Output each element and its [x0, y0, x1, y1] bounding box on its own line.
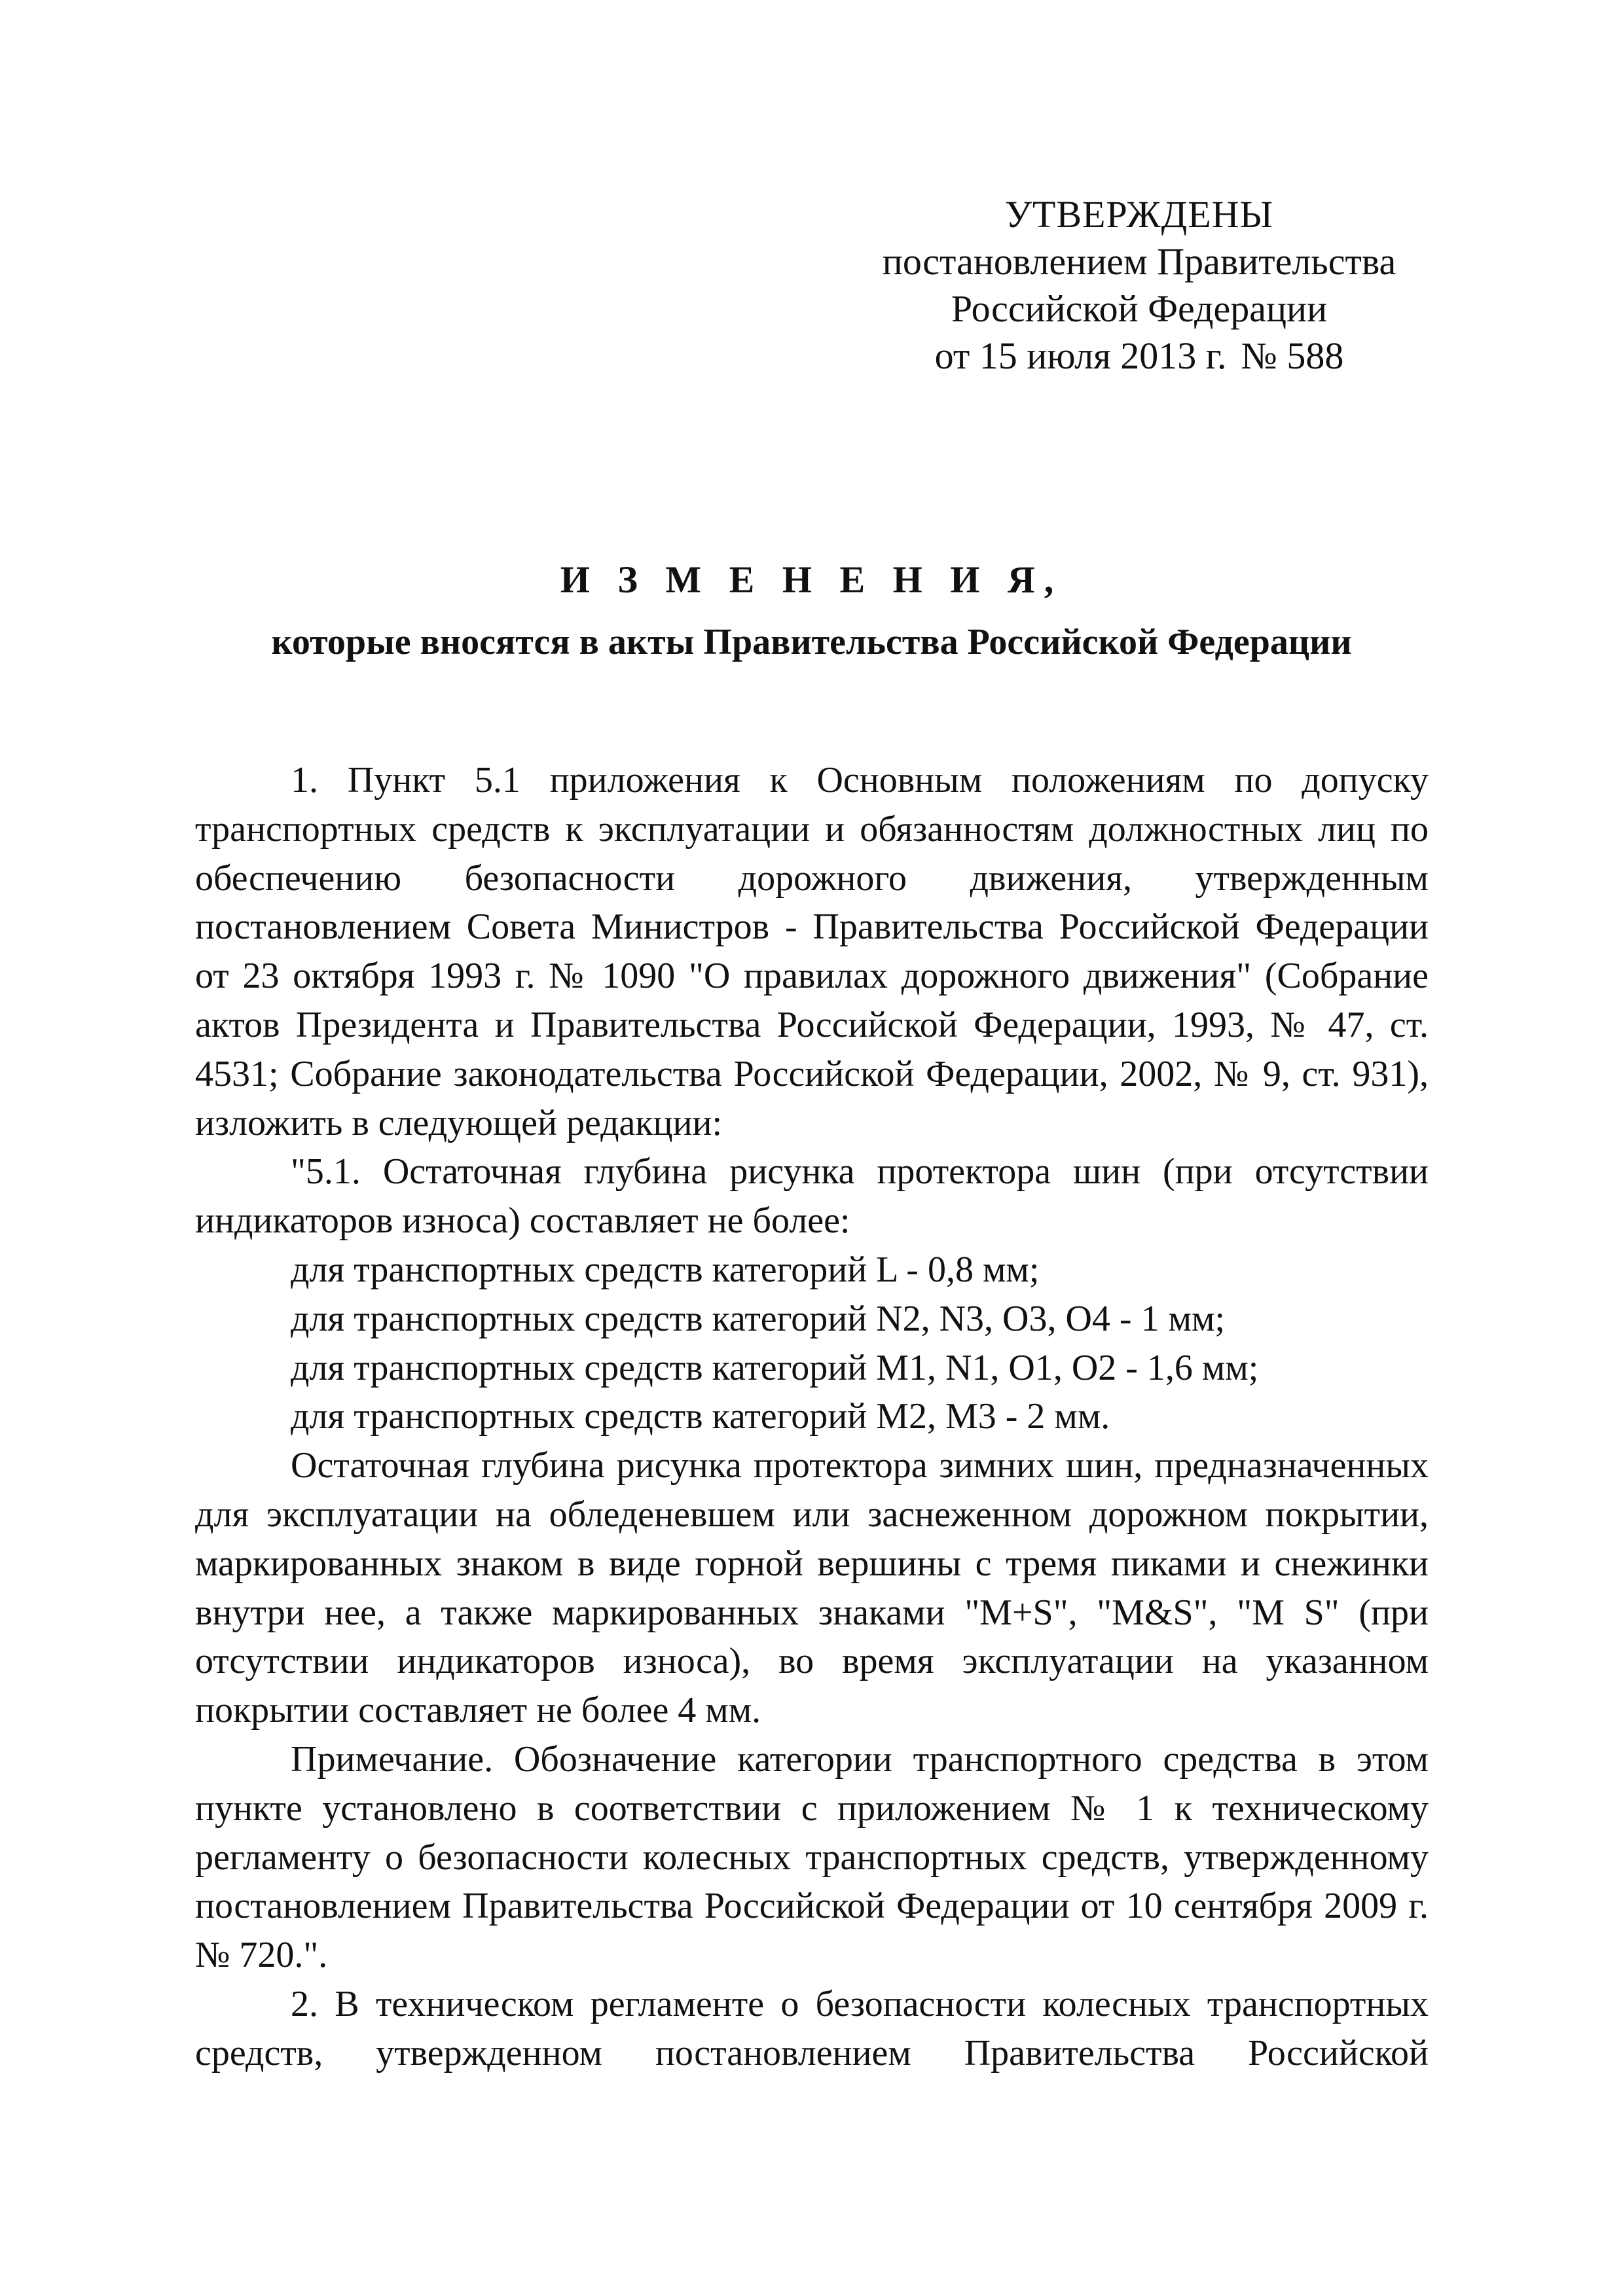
document-title: И З М Е Н Е Н И Я, — [560, 558, 1063, 601]
paragraph-1: 1. Пункт 5.1 приложения к Основным положениям по допуску транспортных средств к эксплуатации и обязанностям должностных лиц по обеспечению безопасности дорожного движения, утвержденным постановлением Совета Министров - Правительства Российской Федерации от 23 октября 1993 г. № 1090 "О правилах дорожного движения" (Собрание актов Президента и Правительства Российской Федерации, 1993, № 47, ст. 4531; Собрание законодательства Российской Федерации, 2002, № 9, ст. 931), изложить в следующей редакции: — [195, 760, 1429, 1143]
paragraph-2: "5.1. Остаточная глубина рисунка протектора шин (при отсутствии индикаторов износа) составляет не более: — [195, 1151, 1429, 1242]
approval-number: № 588 — [1241, 334, 1344, 377]
paragraph-7: Остаточная глубина рисунка протектора зимних шин, предназначенных для эксплуатации на обледеневшем или заснеженном дорожном покрытии, маркированных знаком в виде горной вершины с тремя пиками и снежинки внутри нее, а также маркированных знаками "M+S", "M&S", "M S" (при отсутствии индикаторов износа), во время эксплуатации на указанном покрытии составляет не более 4 мм. — [195, 1445, 1429, 1731]
paragraph-5: для транспортных средств категорий M1, N1, O1, O2 - 1,6 мм; — [291, 1347, 1259, 1388]
approval-country-line: Российской Федерации — [951, 287, 1328, 330]
document-subtitle: которые вносятся в акты Правительства Российской Федерации — [271, 622, 1352, 662]
document-body — [195, 756, 1429, 2078]
paragraph-4: для транспортных средств категорий N2, N3, O3, O4 - 1 мм; — [291, 1298, 1226, 1339]
paragraph-8: Примечание. Обозначение категории транспортного средства в этом пункте установлено в соответствии с приложением № 1 к техническому регламенту о безопасности колесных транспортных средств, утвержденному постановлением Правительства Российской Федерации от 10 сентября 2009 г. № 720.". — [195, 1738, 1429, 1976]
paragraph-3: для транспортных средств категорий L - 0,8 мм; — [291, 1249, 1040, 1290]
approval-date-line — [845, 332, 1434, 380]
approval-issuer-line: постановлением Правительства — [882, 240, 1396, 283]
paragraph-6: для транспортных средств категорий M2, M3 - 2 мм. — [291, 1396, 1110, 1437]
approved-heading: УТВЕРЖДЕНЫ — [1004, 193, 1274, 236]
paragraph-9: 2. В техническом регламенте о безопасности колесных транспортных средств, утвержденном постановлением Правительства Российской — [195, 1983, 1429, 2073]
approval-stamp — [845, 191, 1434, 380]
approval-date: от 15 июля 2013 г. — [934, 334, 1227, 377]
